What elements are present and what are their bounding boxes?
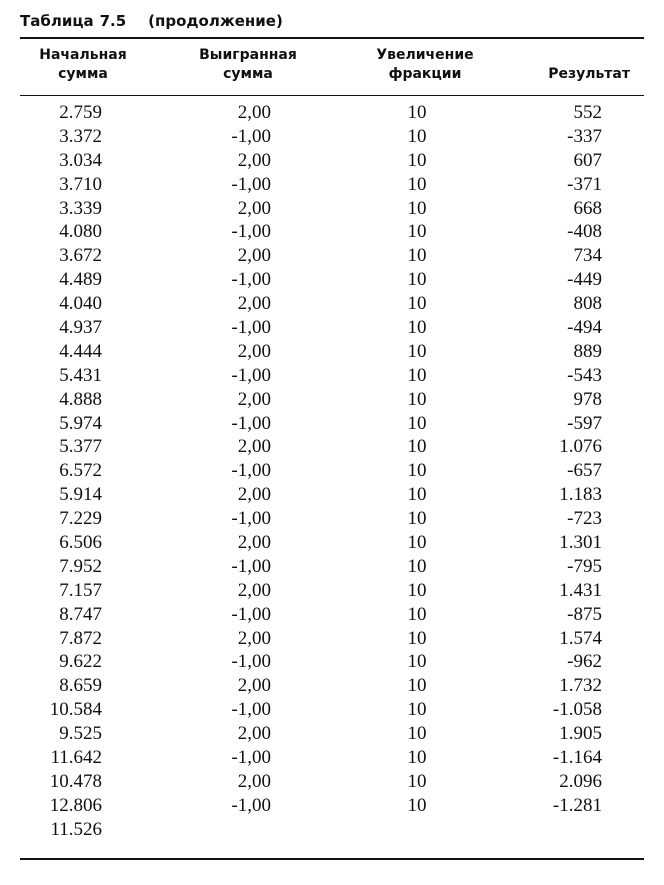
cell-won-amount: 2,00 [237, 245, 271, 267]
cell-fraction-increase: 10 [407, 723, 427, 745]
cell-won-amount: 2,00 [237, 149, 271, 171]
table-row [0, 412, 664, 436]
table-row [0, 173, 664, 197]
cell-fraction-increase: 10 [407, 747, 427, 769]
cell-result: 978 [573, 388, 602, 410]
cell-fraction-increase: 10 [407, 149, 427, 171]
column-header-fraction-increase [360, 46, 490, 84]
column-header-line: Увеличение [376, 47, 474, 63]
cell-fraction-increase: 10 [407, 125, 427, 147]
cell-fraction-increase: 10 [407, 245, 427, 267]
caption-continued: (продолжение) [148, 12, 283, 30]
table-row [0, 818, 664, 842]
cell-fraction-increase: 10 [407, 269, 427, 291]
cell-fraction-increase: 10 [407, 699, 427, 721]
cell-fraction-increase: 10 [407, 173, 427, 195]
cell-start-amount: 12.806 [49, 794, 102, 816]
cell-result: -723 [567, 508, 602, 530]
cell-start-amount: 11.526 [50, 818, 102, 840]
cell-fraction-increase: 10 [407, 484, 427, 506]
cell-start-amount: 9.622 [59, 651, 102, 673]
table-row [0, 340, 664, 364]
cell-won-amount: -1,00 [231, 747, 271, 769]
cell-won-amount: -1,00 [231, 460, 271, 482]
table-row [0, 531, 664, 555]
cell-result: -597 [567, 412, 602, 434]
cell-start-amount: 7.229 [59, 508, 102, 530]
table-row [0, 746, 664, 770]
cell-start-amount: 4.888 [59, 388, 102, 410]
cell-won-amount: 2,00 [237, 770, 271, 792]
table-row [0, 650, 664, 674]
table-caption [20, 12, 283, 30]
cell-fraction-increase: 10 [407, 675, 427, 697]
cell-fraction-increase: 10 [407, 532, 427, 554]
cell-won-amount: -1,00 [231, 173, 271, 195]
bottom-rule [20, 858, 644, 860]
cell-result: -408 [567, 221, 602, 243]
cell-start-amount: 8.659 [59, 675, 102, 697]
cell-fraction-increase: 10 [407, 317, 427, 339]
cell-start-amount: 8.747 [59, 603, 102, 625]
cell-result: 1.431 [559, 579, 602, 601]
cell-fraction-increase: 10 [407, 412, 427, 434]
cell-fraction-increase: 10 [407, 627, 427, 649]
cell-result: -1.058 [552, 699, 602, 721]
cell-result: 668 [573, 197, 602, 219]
cell-fraction-increase: 10 [407, 364, 427, 386]
table-row [0, 459, 664, 483]
cell-result: 2.096 [559, 770, 602, 792]
cell-start-amount: 7.952 [59, 555, 102, 577]
column-header-line: сумма [58, 66, 108, 82]
cell-fraction-increase: 10 [407, 579, 427, 601]
cell-won-amount: -1,00 [231, 412, 271, 434]
cell-won-amount: 2,00 [237, 293, 271, 315]
cell-start-amount: 6.572 [59, 460, 102, 482]
table-row [0, 244, 664, 268]
cell-fraction-increase: 10 [407, 293, 427, 315]
cell-result: -337 [567, 125, 602, 147]
cell-fraction-increase: 10 [407, 555, 427, 577]
cell-won-amount: 2,00 [237, 102, 271, 123]
cell-result: 607 [573, 149, 602, 171]
cell-result: 808 [573, 293, 602, 315]
cell-fraction-increase: 10 [407, 388, 427, 410]
cell-result: 1.301 [559, 532, 602, 554]
cell-won-amount: 2,00 [237, 532, 271, 554]
column-header-line: фракции [388, 66, 462, 82]
cell-start-amount: 6.506 [59, 532, 102, 554]
cell-result: -657 [567, 460, 602, 482]
table-row [0, 722, 664, 746]
cell-start-amount: 5.974 [59, 412, 102, 434]
cell-won-amount: 2,00 [237, 484, 271, 506]
table-row [0, 316, 664, 340]
cell-result: 1.732 [559, 675, 602, 697]
table-row [0, 794, 664, 818]
cell-won-amount: -1,00 [231, 269, 271, 291]
table-row [0, 579, 664, 603]
cell-result: 1.905 [559, 723, 602, 745]
cell-fraction-increase: 10 [407, 221, 427, 243]
cell-start-amount: 2.759 [59, 102, 102, 123]
table-row [0, 149, 664, 173]
cell-start-amount: 9.525 [59, 723, 102, 745]
column-header-line: Результат [548, 66, 630, 82]
cell-result: 1.076 [559, 436, 602, 458]
cell-start-amount: 3.339 [59, 197, 102, 219]
cell-won-amount: 2,00 [237, 436, 271, 458]
table-row [0, 770, 664, 794]
cell-won-amount: -1,00 [231, 317, 271, 339]
cell-result: 734 [573, 245, 602, 267]
cell-start-amount: 11.642 [50, 747, 102, 769]
cell-start-amount: 3.372 [59, 125, 102, 147]
table-row [0, 101, 664, 125]
cell-fraction-increase: 10 [407, 603, 427, 625]
cell-won-amount: 2,00 [237, 723, 271, 745]
cell-won-amount: -1,00 [231, 508, 271, 530]
column-header-start-amount [20, 46, 146, 84]
cell-won-amount: 2,00 [237, 340, 271, 362]
cell-fraction-increase: 10 [407, 197, 427, 219]
cell-result: -795 [567, 555, 602, 577]
cell-won-amount: 2,00 [237, 579, 271, 601]
cell-start-amount: 10.478 [49, 770, 102, 792]
cell-start-amount: 7.157 [59, 579, 102, 601]
cell-result: -371 [567, 173, 602, 195]
table-row [0, 603, 664, 627]
cell-fraction-increase: 10 [407, 340, 427, 362]
cell-won-amount: -1,00 [231, 794, 271, 816]
table-row [0, 364, 664, 388]
table-row [0, 388, 664, 412]
header-rule [20, 95, 644, 96]
cell-won-amount: 2,00 [237, 197, 271, 219]
cell-won-amount: -1,00 [231, 221, 271, 243]
cell-start-amount: 7.872 [59, 627, 102, 649]
cell-start-amount: 4.080 [59, 221, 102, 243]
cell-fraction-increase: 10 [407, 794, 427, 816]
column-header-won-amount [178, 46, 318, 84]
table-row [0, 674, 664, 698]
cell-won-amount: 2,00 [237, 627, 271, 649]
cell-result: -875 [567, 603, 602, 625]
cell-fraction-increase: 10 [407, 436, 427, 458]
cell-won-amount: 2,00 [237, 675, 271, 697]
cell-start-amount: 4.444 [59, 340, 102, 362]
column-header-line: Выигранная [199, 47, 297, 63]
cell-start-amount: 3.672 [59, 245, 102, 267]
cell-won-amount: -1,00 [231, 364, 271, 386]
cell-start-amount: 4.937 [59, 317, 102, 339]
cell-result: -1.164 [552, 747, 602, 769]
table-row [0, 698, 664, 722]
cell-result: 1.183 [559, 484, 602, 506]
cell-won-amount: -1,00 [231, 603, 271, 625]
cell-won-amount: -1,00 [231, 555, 271, 577]
cell-result: -962 [567, 651, 602, 673]
top-rule [20, 37, 644, 39]
cell-start-amount: 3.710 [59, 173, 102, 195]
table-row [0, 197, 664, 221]
cell-fraction-increase: 10 [407, 460, 427, 482]
cell-result: -449 [567, 269, 602, 291]
table-row [0, 435, 664, 459]
cell-result: 1.574 [559, 627, 602, 649]
cell-start-amount: 3.034 [59, 149, 102, 171]
table-row [0, 507, 664, 531]
cell-won-amount: -1,00 [231, 699, 271, 721]
column-header-result [520, 65, 630, 84]
cell-result: -1.281 [552, 794, 602, 816]
cell-result: -543 [567, 364, 602, 386]
table-row [0, 555, 664, 579]
cell-won-amount: -1,00 [231, 125, 271, 147]
cell-start-amount: 10.584 [49, 699, 102, 721]
cell-won-amount: 2,00 [237, 388, 271, 410]
table-row [0, 220, 664, 244]
cell-start-amount: 4.489 [59, 269, 102, 291]
table-row [0, 292, 664, 316]
cell-start-amount: 5.377 [59, 436, 102, 458]
cell-result: -494 [567, 317, 602, 339]
cell-won-amount: -1,00 [231, 651, 271, 673]
cell-fraction-increase: 10 [407, 651, 427, 673]
cell-start-amount: 5.914 [59, 484, 102, 506]
cell-fraction-increase: 10 [407, 508, 427, 530]
table-row [0, 483, 664, 507]
table-body [0, 101, 664, 842]
cell-result: 552 [573, 102, 602, 123]
cell-fraction-increase: 10 [407, 770, 427, 792]
table-row [0, 268, 664, 292]
cell-result: 889 [573, 340, 602, 362]
caption-number: 7.5 [99, 12, 127, 30]
column-header-line: Начальная [39, 47, 127, 63]
caption-label: Таблица [20, 12, 94, 30]
table-row [0, 125, 664, 149]
cell-start-amount: 4.040 [59, 293, 102, 315]
cell-start-amount: 5.431 [59, 364, 102, 386]
cell-fraction-increase: 10 [407, 102, 427, 123]
table-row [0, 627, 664, 651]
column-header-line: сумма [223, 66, 273, 82]
